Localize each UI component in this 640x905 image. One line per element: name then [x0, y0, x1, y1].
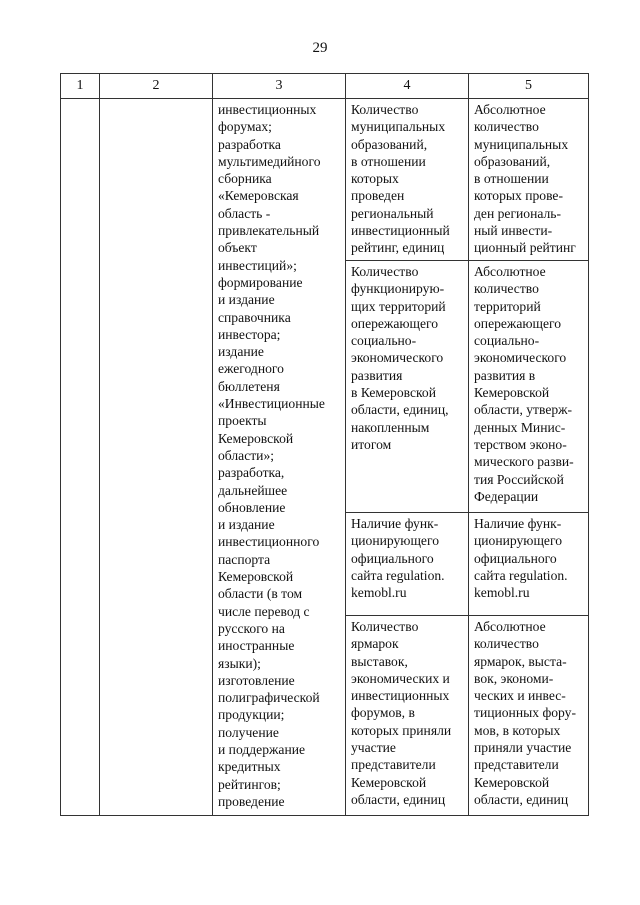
column-header-2: 2	[100, 74, 213, 99]
indicator-text: Количество функционирую- щих территорий опережающего социально- экономического развития в Кемеровской области, единиц, накопленным итогом	[351, 264, 449, 452]
indicator-cell	[346, 261, 469, 513]
value-cell	[469, 616, 589, 816]
column-header-3: 3	[213, 74, 346, 99]
col1-cell	[61, 99, 100, 816]
indicator-text: Количество муниципальных образований, в отношении которых проведен региональный инвестиционный рейтинг, единиц	[351, 102, 450, 256]
column-header-1: 1	[61, 74, 100, 99]
indicator-cell	[346, 513, 469, 616]
value-cell	[469, 99, 589, 261]
value-text: Абсолютное количество ярмарок, выста- вок, экономи- ческих и инвес- тиционных фору- мов, в которых приняли участие представители Кемеровской области, единиц	[474, 619, 576, 807]
column-header-5: 5	[469, 74, 589, 99]
indicator-cell	[346, 616, 469, 816]
value-text: Абсолютное количество территорий опережающего социально- экономического развития в Кемеровской области, утверж- денных Минис- терством эконо- мического разви- тия Российской Федерации	[474, 264, 574, 504]
indicators-table	[60, 73, 589, 816]
value-cell	[469, 513, 589, 616]
col2-cell	[100, 99, 213, 816]
indicator-text: Наличие функ- ционирующего официального сайта regulation. kemobl.ru	[351, 516, 445, 601]
measures-text: инвестиционных форумах; разработка мультимедийного сборника «Кемеровская область - привлекательный объект инвестиций»; формирование и издание справочника инвестора; издание ежегодного бюллетеня «Инвестиционные проекты Кемеровской области»; разработка, дальнейшее обновление и издание инвестиционного паспорта Кемеровской области (в том числе перевод с русского на иностранные языки); изготовление полиграфической продукции; получение и поддержание кредитных рейтингов; проведение	[218, 102, 325, 809]
column-header-4: 4	[346, 74, 469, 99]
indicator-cell	[346, 99, 469, 261]
page-number: 29	[312, 40, 328, 56]
value-text: Абсолютное количество муниципальных образований, в отношении которых прове- ден региональ- ный инвести- ционный рейтинг	[474, 102, 576, 256]
measures-cell	[213, 99, 346, 816]
indicator-text: Количество ярмарок выставок, экономических и инвестиционных форумов, в которых приняли участие представители Кемеровской области, единиц	[351, 619, 452, 807]
table-row	[61, 99, 589, 261]
value-cell	[469, 261, 589, 513]
value-text: Наличие функ- ционирующего официального сайта regulation. kemobl.ru	[474, 516, 568, 601]
table-header-row	[61, 74, 589, 99]
